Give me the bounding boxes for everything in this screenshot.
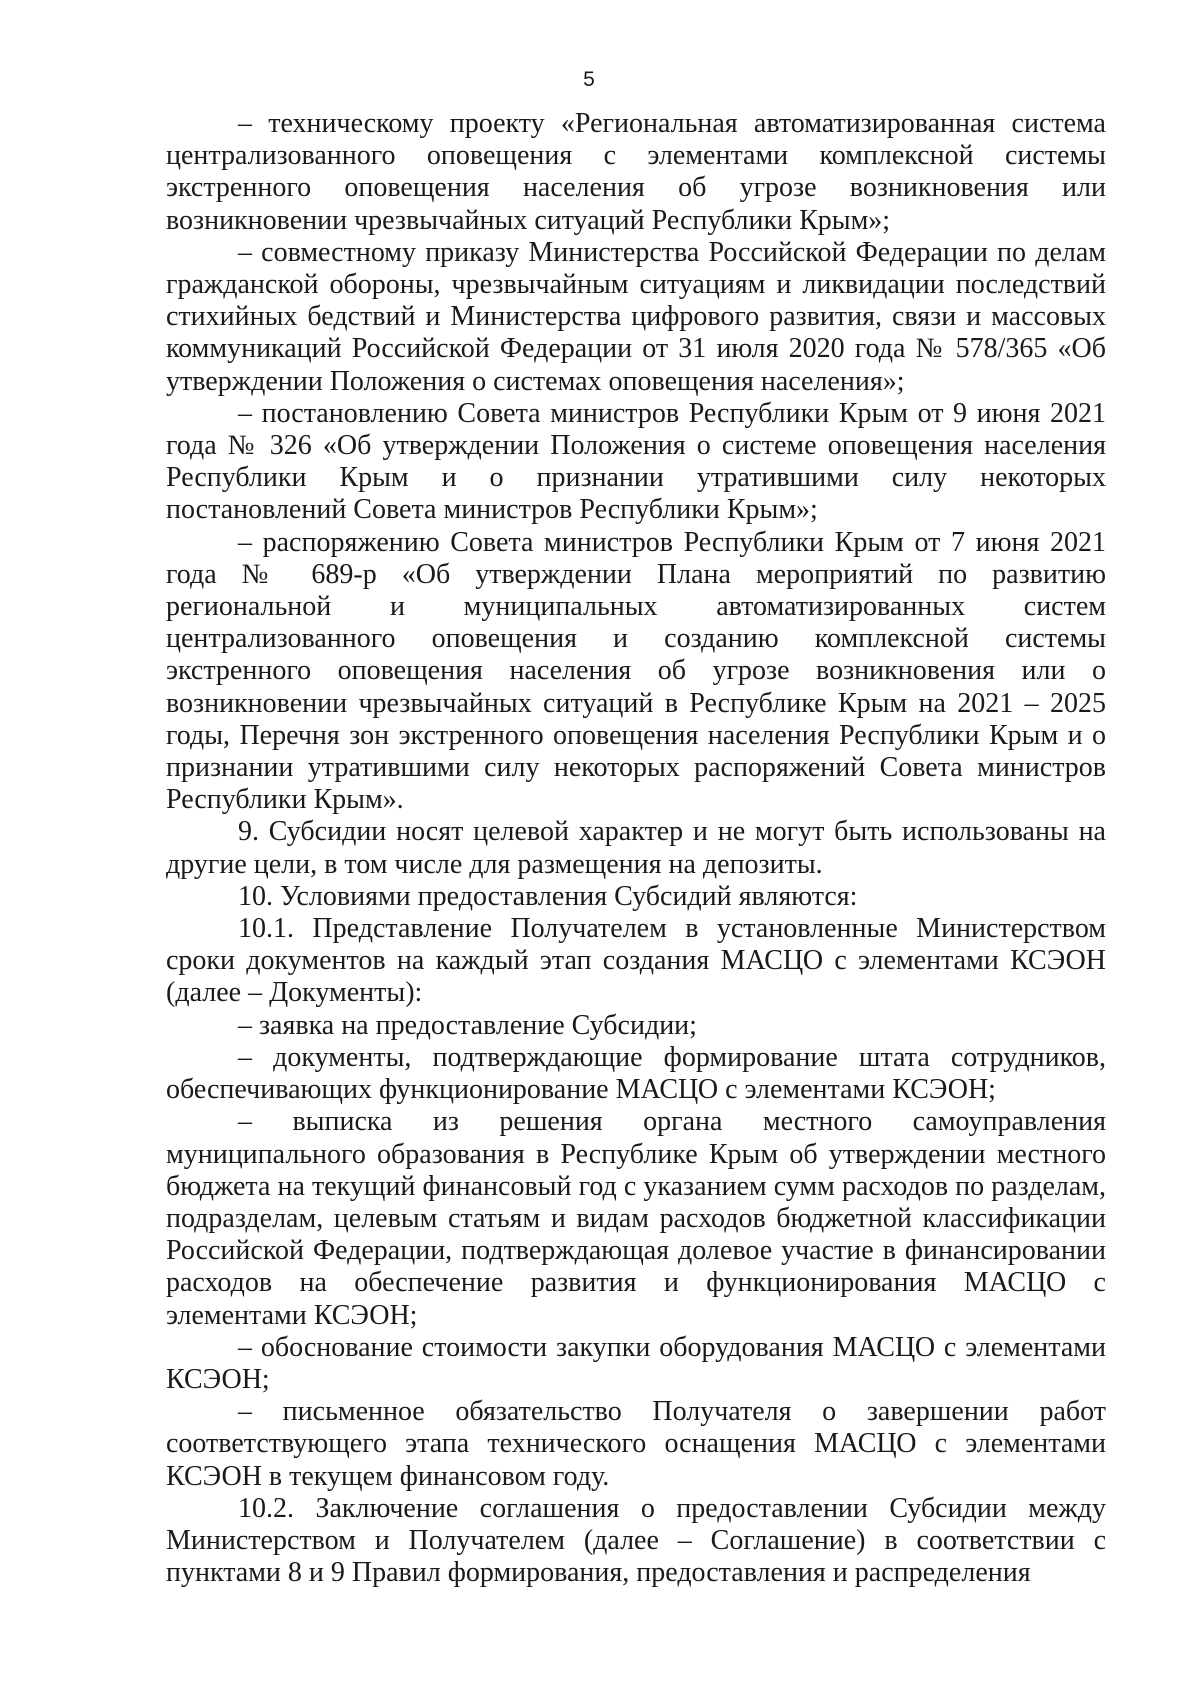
paragraph-staff-documents: – документы, подтверждающие формирование штата сотрудников, обеспечивающих функционирование МАСЦО с элементами КСЭОН; <box>166 1041 1106 1106</box>
paragraph-cost-justification: – обоснование стоимости закупки оборудования МАСЦО с элементами КСЭОН; <box>166 1331 1106 1395</box>
document-body <box>166 108 1106 1589</box>
paragraph-technical-project: – техническому проекту «Региональная автоматизированная система централизованного оповещения с элементами комплексной системы экстренного оповещения населения об угрозе возникновения или возникновении чрезвычайных ситуаций Республики Крым»; <box>166 108 1106 236</box>
paragraph-item-10-1: 10.1. Представление Получателем в установленные Министерством сроки документов на каждый этап создания МАСЦО с элементами КСЭОН (далее – Документы): <box>166 913 1106 1009</box>
paragraph-budget-extract: – выписка из решения органа местного самоуправления муниципального образования в Республике Крым об утверждении местного бюджета на текущий финансовый год с указанием сумм расходов по разделам, подразделам, целевым статьям и видам расходов бюджетной классификации Российской Федерации, подтверждающая долевое участие в финансировании расходов на обеспечение развития и функционирования МАСЦО с элементами КСЭОН; <box>166 1106 1106 1331</box>
paragraph-directive: – распоряжению Совета министров Республики Крым от 7 июня 2021 года № 689-р «Об утверждении Плана мероприятий по развитию региональной и муниципальных автоматизированных систем централизованного оповещения и созданию комплексной системы экстренного оповещения населения об угрозе возникновения или о возникновении чрезвычайных ситуаций в Республике Крым на 2021 – 2025 годы, Перечня зон экстренного оповещения населения Республики Крым и о признании утратившими силу некоторых распоряжений Совета министров Республики Крым». <box>166 526 1106 816</box>
page-number: 5 <box>583 68 595 91</box>
paragraph-joint-order: – совместному приказу Министерства Российской Федерации по делам гражданской обороны, чрезвычайным ситуациям и ликвидации последствий стихийных бедствий и Министерства цифрового развития, связи и массовых коммуникаций Российской Федерации от 31 июля 2020 года № 578/365 «Об утверждении Положения о системах оповещения населения»; <box>166 236 1106 397</box>
paragraph-application: – заявка на предоставление Субсидии; <box>238 1009 697 1041</box>
paragraph-item-10-2: 10.2. Заключение соглашения о предоставлении Субсидии между Министерством и Получателем (далее – Соглашение) в соответствии с пунктами 8 и 9 Правил формирования, предоставления и распределения <box>166 1492 1106 1589</box>
paragraph-item-9: 9. Субсидии носят целевой характер и не могут быть использованы на другие цели, в том числе для размещения на депозиты. <box>166 816 1106 880</box>
paragraph-resolution: – постановлению Совета министров Республики Крым от 9 июня 2021 года № 326 «Об утверждении Положения о системе оповещения населения Республики Крым и о признании утратившими силу некоторых постановлений Совета министров Республики Крым»; <box>166 397 1106 526</box>
paragraph-written-obligation: – письменное обязательство Получателя о завершении работ соответствующего этапа технического оснащения МАСЦО с элементами КСЭОН в текущем финансовом году. <box>166 1396 1106 1492</box>
paragraph-item-10: 10. Условиями предоставления Субсидий являются: <box>238 880 858 912</box>
